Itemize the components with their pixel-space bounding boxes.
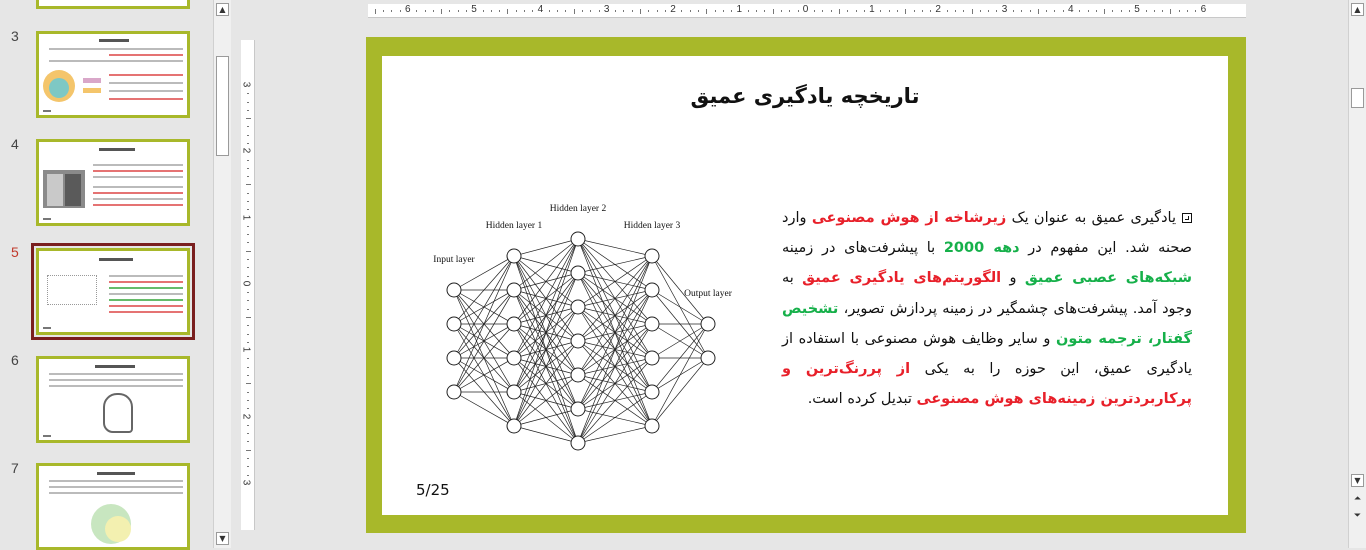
- network-node: [701, 317, 715, 331]
- ruler-tick: [441, 9, 442, 14]
- ruler-tick: [864, 10, 865, 12]
- ruler-tick: [1079, 10, 1080, 12]
- slide-thumbnail-3[interactable]: [36, 31, 190, 118]
- ruler-tick: [1154, 10, 1155, 12]
- network-connection: [578, 392, 652, 443]
- slide-content-area: [382, 56, 1228, 515]
- ruler-tick: [632, 10, 633, 12]
- ruler-tick: [1170, 9, 1171, 14]
- slide-number-6: 6: [11, 352, 19, 368]
- ruler-tick: [247, 475, 249, 476]
- ruler-tick: [449, 10, 450, 12]
- ruler-tick: [590, 10, 591, 12]
- ruler-tick: [831, 10, 832, 12]
- vertical-ruler: [241, 40, 255, 530]
- ruler-tick: [889, 10, 890, 12]
- network-connection: [578, 358, 652, 443]
- ruler-tick: [491, 10, 492, 12]
- network-connection: [578, 256, 652, 409]
- ruler-tick: [698, 10, 699, 12]
- body-text-1: یادگیری عمیق به عنوان یک: [1006, 210, 1176, 226]
- ruler-tick: [914, 10, 915, 12]
- network-connection: [514, 239, 578, 256]
- ruler-tick: [615, 10, 616, 12]
- ruler-tick: [466, 10, 467, 12]
- ruler-tick: [416, 10, 417, 12]
- network-node: [645, 249, 659, 263]
- slide-number-3: 3: [11, 28, 19, 44]
- ruler-label: 2: [240, 413, 252, 419]
- ruler-label: 1: [240, 214, 252, 220]
- ruler-tick: [574, 9, 575, 14]
- ruler-tick: [532, 10, 533, 12]
- ruler-tick: [375, 9, 376, 14]
- ruler-tick: [1146, 10, 1147, 12]
- slide-canvas[interactable]: [366, 37, 1246, 533]
- network-node: [645, 419, 659, 433]
- ruler-tick: [247, 209, 249, 210]
- network-node: [571, 402, 585, 416]
- ruler-tick: [988, 10, 989, 12]
- ruler-tick: [549, 10, 550, 12]
- network-node: [507, 419, 521, 433]
- ruler-label: 6: [1200, 4, 1207, 15]
- ruler-label: 2: [935, 4, 941, 15]
- ruler-tick: [723, 10, 724, 12]
- highlight-deep-networks: شبکه‌های عصبی عمیق: [1024, 270, 1192, 287]
- ruler-tick: [247, 276, 249, 277]
- network-node: [571, 300, 585, 314]
- network-node: [571, 436, 585, 450]
- network-node: [571, 368, 585, 382]
- ruler-tick: [1195, 10, 1196, 12]
- previous-slide-button[interactable]: ⏶: [1353, 494, 1362, 504]
- ruler-tick: [880, 10, 881, 12]
- ruler-tick: [247, 433, 249, 434]
- ruler-tick: [247, 392, 249, 393]
- network-node: [507, 351, 521, 365]
- body-text-5: به وجود آمد. پیشرفت‌های چشمگیر در زمینه پردازش تصویر،: [782, 270, 1192, 317]
- ruler-label: 5: [471, 4, 477, 15]
- ruler-tick: [507, 9, 508, 14]
- network-node: [507, 249, 521, 263]
- ruler-label: 1: [736, 4, 743, 15]
- ruler-tick: [247, 135, 249, 136]
- ruler-tick: [972, 9, 973, 14]
- ruler-tick: [996, 10, 997, 12]
- ruler-tick: [1013, 10, 1014, 12]
- ruler-tick: [905, 9, 906, 14]
- ruler-tick: [1121, 10, 1122, 12]
- network-connection: [514, 239, 578, 324]
- slide-thumbnail-4[interactable]: [36, 139, 190, 226]
- network-node: [645, 283, 659, 297]
- network-node: [447, 351, 461, 365]
- network-connection: [578, 426, 652, 443]
- network-connection: [514, 375, 578, 426]
- ruler-tick: [247, 408, 249, 409]
- ruler-tick: [400, 10, 401, 12]
- network-connection: [514, 426, 578, 443]
- ruler-tick: [247, 193, 249, 194]
- ruler-tick: [247, 267, 249, 268]
- network-connection: [514, 239, 578, 392]
- ruler-tick: [1179, 10, 1180, 12]
- ruler-tick: [247, 300, 249, 301]
- ruler-tick: [557, 10, 558, 12]
- neural-network-diagram[interactable]: [433, 191, 762, 431]
- network-connection: [514, 239, 578, 358]
- scroll-down-button[interactable]: ▼: [216, 532, 229, 545]
- ruler-tick: [247, 226, 249, 227]
- ruler-tick: [963, 10, 964, 12]
- ruler-tick: [798, 10, 799, 12]
- ruler-tick: [247, 358, 249, 359]
- ruler-tick: [1104, 9, 1105, 14]
- highlight-speech-translation: تشخیص گفتار، ترجمه متون: [782, 300, 1192, 347]
- ruler-tick: [897, 10, 898, 12]
- ruler-tick: [706, 9, 707, 14]
- slide-thumbnail-7[interactable]: [36, 463, 190, 550]
- ruler-tick: [648, 10, 649, 12]
- network-connection: [514, 409, 578, 426]
- ruler-tick: [247, 176, 249, 177]
- ruler-label: 4: [537, 4, 544, 15]
- ruler-label: 6: [405, 4, 411, 15]
- network-connection: [652, 324, 708, 426]
- ruler-tick: [1162, 10, 1163, 12]
- ruler-tick: [756, 10, 757, 12]
- highlight-most-prominent: از پررنگ‌ترین و پرکاربردترین زمینه‌های هوش مصنوعی: [782, 361, 1192, 408]
- network-node: [571, 266, 585, 280]
- ruler-tick: [247, 441, 249, 442]
- ruler-tick: [247, 201, 249, 202]
- ruler-tick: [247, 466, 249, 467]
- ruler-label: 2: [240, 148, 252, 154]
- network-node: [447, 385, 461, 399]
- ruler-tick: [247, 400, 249, 401]
- ruler-tick: [246, 317, 251, 318]
- network-connection: [578, 256, 652, 273]
- network-node: [645, 351, 659, 365]
- ruler-tick: [247, 110, 249, 111]
- scroll-up-button[interactable]: ▲: [1351, 3, 1364, 16]
- thumbnail-scrollbar[interactable]: [213, 0, 231, 548]
- network-node: [571, 334, 585, 348]
- slide-body-text[interactable]: [782, 203, 1192, 414]
- ruler-tick: [1054, 10, 1055, 12]
- ruler-tick: [930, 10, 931, 12]
- ruler-tick: [665, 10, 666, 12]
- ruler-label: 5: [1134, 4, 1140, 15]
- hidden-layer-1-label: Hidden layer 1: [485, 221, 543, 231]
- scroll-thumb[interactable]: [1351, 88, 1364, 108]
- ruler-tick: [1112, 10, 1113, 12]
- ruler-tick: [247, 342, 249, 343]
- slide-page-number: 5/25: [416, 481, 450, 499]
- ruler-label: 3: [240, 479, 252, 486]
- ruler-tick: [1063, 10, 1064, 12]
- ruler-label: 3: [240, 81, 252, 88]
- ruler-label: 0: [802, 4, 809, 15]
- ruler-tick: [524, 10, 525, 12]
- network-node: [447, 317, 461, 331]
- ruler-tick: [1021, 10, 1022, 12]
- highlight-ai-subfield: زیرشاخه از هوش مصنوعی: [811, 210, 1007, 226]
- body-text-7: تبدیل کرده است.: [807, 391, 917, 408]
- network-connection: [578, 256, 652, 341]
- ruler-label: 4: [1068, 4, 1074, 15]
- ruler-tick: [247, 375, 249, 376]
- ruler-tick: [856, 10, 857, 12]
- network-connection: [454, 256, 514, 358]
- ruler-tick: [247, 242, 249, 243]
- ruler-tick: [640, 9, 641, 14]
- network-node: [645, 317, 659, 331]
- ruler-tick: [955, 10, 956, 12]
- body-text-6: و سایر وظایف هوش مصنوعی با استفاده از یادگیری عمیق، این حوزه را به یکی: [782, 330, 1192, 378]
- ruler-tick: [839, 9, 840, 14]
- slide-thumbnail-pane: [0, 0, 213, 548]
- ruler-tick: [922, 10, 923, 12]
- ruler-label: 2: [670, 4, 676, 15]
- slide-number-5: 5: [11, 244, 19, 260]
- network-connection: [652, 358, 708, 426]
- ruler-tick: [1187, 10, 1188, 12]
- ruler-tick: [246, 118, 251, 119]
- ruler-tick: [247, 234, 249, 235]
- ruler-tick: [1046, 10, 1047, 12]
- network-node: [645, 385, 659, 399]
- network-connection: [514, 341, 578, 426]
- network-connection: [578, 256, 652, 375]
- ruler-tick: [433, 10, 434, 12]
- ruler-tick: [1030, 10, 1031, 12]
- ruler-tick: [731, 10, 732, 12]
- network-node: [507, 317, 521, 331]
- network-connection: [514, 307, 578, 426]
- network-connection: [578, 239, 652, 256]
- slide-number-7: 7: [11, 460, 19, 476]
- slide-scrollbar[interactable]: [1348, 0, 1366, 548]
- hidden-layer-2-label: Hidden layer 2: [549, 204, 607, 214]
- ruler-tick: [690, 10, 691, 12]
- ruler-tick: [847, 10, 848, 12]
- hidden-layer-3-label: Hidden layer 3: [623, 221, 681, 231]
- ruler-tick: [247, 367, 249, 368]
- network-node: [507, 283, 521, 297]
- network-connection: [454, 392, 514, 426]
- ruler-tick: [247, 334, 249, 335]
- network-connection: [578, 324, 652, 443]
- ruler-tick: [383, 10, 384, 12]
- ruler-tick: [246, 251, 251, 252]
- ruler-tick: [599, 10, 600, 12]
- ruler-tick: [822, 10, 823, 12]
- network-connection: [578, 290, 652, 443]
- ruler-tick: [516, 10, 517, 12]
- ruler-tick: [247, 102, 249, 103]
- ruler-tick: [715, 10, 716, 12]
- ruler-tick: [247, 292, 249, 293]
- ruler-tick: [1088, 10, 1089, 12]
- ruler-tick: [391, 10, 392, 12]
- body-text-2: وارد صحنه شد. این مفهوم در: [782, 210, 1192, 257]
- ruler-tick: [247, 309, 249, 310]
- ruler-tick: [247, 160, 249, 161]
- slide-thumbnail-6[interactable]: [36, 356, 190, 443]
- ruler-tick: [623, 10, 624, 12]
- ruler-tick: [246, 184, 251, 185]
- network-connection: [514, 273, 578, 426]
- ruler-tick: [789, 10, 790, 12]
- ruler-label: 1: [240, 346, 252, 353]
- network-node: [701, 351, 715, 365]
- body-text-3: با پیشرفت‌های در زمینه: [782, 240, 944, 257]
- ruler-tick: [681, 10, 682, 12]
- ruler-tick: [247, 93, 249, 94]
- ruler-tick: [814, 10, 815, 12]
- ruler-tick: [247, 126, 249, 127]
- network-connection: [578, 256, 652, 443]
- ruler-tick: [764, 10, 765, 12]
- ruler-tick: [947, 10, 948, 12]
- ruler-tick: [247, 259, 249, 260]
- ruler-tick: [247, 325, 249, 326]
- checkbox-bullet-icon: [1182, 213, 1192, 223]
- network-node: [447, 283, 461, 297]
- ruler-tick: [246, 383, 251, 384]
- scroll-up-button[interactable]: ▲: [216, 3, 229, 16]
- ruler-tick: [499, 10, 500, 12]
- ruler-tick: [980, 10, 981, 12]
- highlight-decade: دهه 2000: [943, 240, 1020, 257]
- ruler-label: 3: [603, 4, 610, 15]
- ruler-tick: [565, 10, 566, 12]
- ruler-tick: [582, 10, 583, 12]
- network-connection: [578, 256, 652, 307]
- ruler-tick: [458, 10, 459, 12]
- ruler-tick: [781, 10, 782, 12]
- output-layer-label: Output layer: [684, 289, 732, 299]
- body-text-4: و: [1001, 270, 1025, 287]
- slide-thumbnail-5[interactable]: [36, 248, 190, 335]
- scroll-down-button[interactable]: ▼: [1351, 474, 1364, 487]
- slide-thumbnail-2[interactable]: [36, 0, 190, 9]
- ruler-tick: [483, 10, 484, 12]
- slide-title[interactable]: تاریخچه یادگیری عمیق: [690, 84, 920, 108]
- scroll-thumb[interactable]: [216, 56, 229, 156]
- ruler-label: 1: [869, 4, 875, 15]
- ruler-tick: [247, 458, 249, 459]
- ruler-tick: [1129, 10, 1130, 12]
- ruler-tick: [246, 450, 251, 451]
- ruler-tick: [425, 10, 426, 12]
- ruler-tick: [247, 143, 249, 144]
- ruler-tick: [657, 10, 658, 12]
- ruler-label: 0: [240, 280, 252, 287]
- horizontal-ruler: [368, 4, 1246, 18]
- network-connection: [514, 239, 578, 290]
- ruler-tick: [748, 10, 749, 12]
- network-node: [571, 232, 585, 246]
- network-connection: [514, 239, 578, 426]
- ruler-tick: [773, 9, 774, 14]
- ruler-tick: [247, 168, 249, 169]
- ruler-label: 3: [1001, 4, 1008, 15]
- network-node: [507, 385, 521, 399]
- input-layer-label: Input layer: [433, 255, 475, 265]
- ruler-tick: [247, 425, 249, 426]
- highlight-algorithms: الگوریتم‌های یادگیری عمیق: [802, 270, 1002, 287]
- next-slide-button[interactable]: ⏷: [1353, 511, 1362, 521]
- ruler-tick: [1038, 9, 1039, 14]
- ruler-tick: [1096, 10, 1097, 12]
- slide-number-4: 4: [11, 136, 19, 152]
